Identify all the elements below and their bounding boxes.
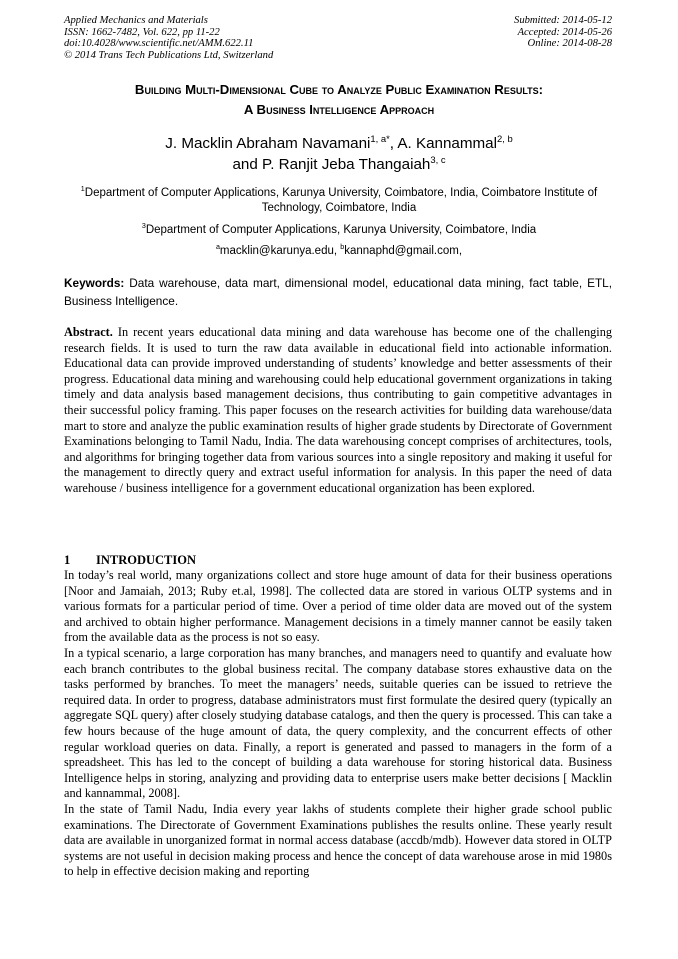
email-a-mark: a <box>215 243 220 252</box>
abstract-text: In recent years educational data mining and data warehouse has become one of the challenging research fields. It is used to turn the raw data available in educational field into actionable information. Educational data can provide improved understanding of students’ knowledge and better assessments of their progress. Educational data mining and warehousing could help educational government organizations in taking timely and data analysis based management decisions, thus contributing to gain competitive advantages in their successful policy framing. This paper focuses on the research activities for building data warehouse/data mart to store and analyze the public examination results of higher grade students by Directorate of Government Examinations belonging to Tamil Nadu, India. The data warehousing concept comprises of architectures, tools, and algorithms for bringing together data from various sources into a single repository and making it useful for the management to directly query and extract useful information for analysis. In this paper the need of data warehouse / business intelligence for a government educational organization has been explored. <box>64 325 612 495</box>
author-list <box>40 133 638 175</box>
accepted-date: Accepted: 2014-05-26 <box>517 26 612 38</box>
journal-issn: ISSN: 1662-7482, Vol. 622, pp 11-22 <box>64 26 220 38</box>
affiliation-1-text: Department of Computer Applications, Karunya University, Coimbatore, India, Coimbatore Institute of Technology, Coimbatore, India <box>84 187 598 214</box>
abstract-block <box>64 325 612 497</box>
keywords-block <box>64 274 612 310</box>
journal-name: Applied Mechanics and Materials <box>64 15 208 26</box>
body-text <box>64 568 612 880</box>
author-3: P. Ranjit Jeba Thangaiah <box>262 156 431 173</box>
affiliation-3-text: Department of Computer Applications, Karunya University, Coimbatore, India <box>145 224 537 236</box>
email-b[interactable]: kannaphd@gmail.com, <box>344 245 463 257</box>
author-2-mark: 2, b <box>497 132 513 144</box>
online-date: Online: 2014-08-28 <box>527 38 612 50</box>
title-line-1: Building Multi-Dimensional Cube to Analyze Public Examination Results: <box>134 82 544 97</box>
journal-doi: doi:10.4028/www.scientific.net/AMM.622.11 <box>64 38 254 50</box>
author-2: A. Kannammal <box>397 135 497 152</box>
author-separator: , <box>389 135 398 152</box>
author-line-2 <box>40 154 638 175</box>
author-line-1 <box>40 133 638 154</box>
section-title: INTRODUCTION <box>96 553 197 567</box>
author-3-mark: 3, c <box>430 153 446 165</box>
author-1: J. Macklin Abraham Navamani <box>165 135 371 152</box>
paper-title <box>40 80 638 120</box>
email-a[interactable]: macklin@karunya.edu, <box>219 245 341 257</box>
abstract-label: Abstract. <box>64 325 113 339</box>
paragraph-2: In a typical scenario, a large corporation has many branches, and managers need to quantify and evaluate how each branch contributes to the global business recital. The company database stores exhaustive data on the tasks performed by branches. To meet the managers’ needs, suitable queries can be issued to retrieve the required data. In order to progress, database administrators must first formulate the desired query (typically an aggregate SQL query) after closely studying database catalogs, and then the query is processed. This can take a few hours because of the huge amount of data, the query complexity, and the concurrent effects of other regular workload queries on data. Finally, a report is generated and passed to managers in the form of a spreadsheet. This has led to the concept of building a data warehouse for storing historical data. Business Intelligence helps in storing, analyzing and providing data to enterprise users make better decisions [ Macklin and kannammal, 2008]. <box>64 645 612 801</box>
title-line-2: A Business Intelligence Approach <box>243 102 435 117</box>
journal-header <box>64 15 273 61</box>
email-b-mark: b <box>340 243 345 252</box>
affiliation-1-mark: 1 <box>80 185 85 194</box>
paragraph-1: In today’s real world, many organizations collect and store huge amount of data for their business operations [Noor and Jamaiah, 2013; Ruby et.al, 1998]. The collected data are stored in various OLTP systems and in various formats for a particular period of time. Over a period of time older data are moved out of the system and archived to obtain higher performance. Management decisions in a timely manner cannot be easily taken from the available data as the process is not so easy. <box>64 568 612 645</box>
section-heading <box>64 553 612 568</box>
affiliation-3 <box>60 223 618 238</box>
keywords-label: Keywords: <box>64 276 125 290</box>
author-1-mark: 1, a* <box>370 132 390 144</box>
dates-header <box>514 15 612 50</box>
submitted-date: Submitted: 2014-05-12 <box>514 15 612 26</box>
affiliation-3-mark: 3 <box>141 222 146 231</box>
author-and: and <box>232 156 263 173</box>
section-number: 1 <box>64 553 71 567</box>
journal-copyright: © 2014 Trans Tech Publications Ltd, Switzerland <box>64 49 274 61</box>
affiliation-1 <box>60 186 618 216</box>
keywords-text: Data warehouse, data mart, dimensional model, educational data mining, fact table, ETL, Business Intelligence. <box>64 276 612 308</box>
paragraph-3: In the state of Tamil Nadu, India every year lakhs of students complete their higher grade school public examinations. The Directorate of Government Examinations publishes the results online. These yearly result data are available in unorganized format in normal access database (accdb/mdb). However data stored in OLTP systems are not useful in decision making process and hence the concept of data warehouse arose in mid 1980s to help in effective decision making and reporting <box>64 801 612 879</box>
author-emails <box>60 244 618 259</box>
